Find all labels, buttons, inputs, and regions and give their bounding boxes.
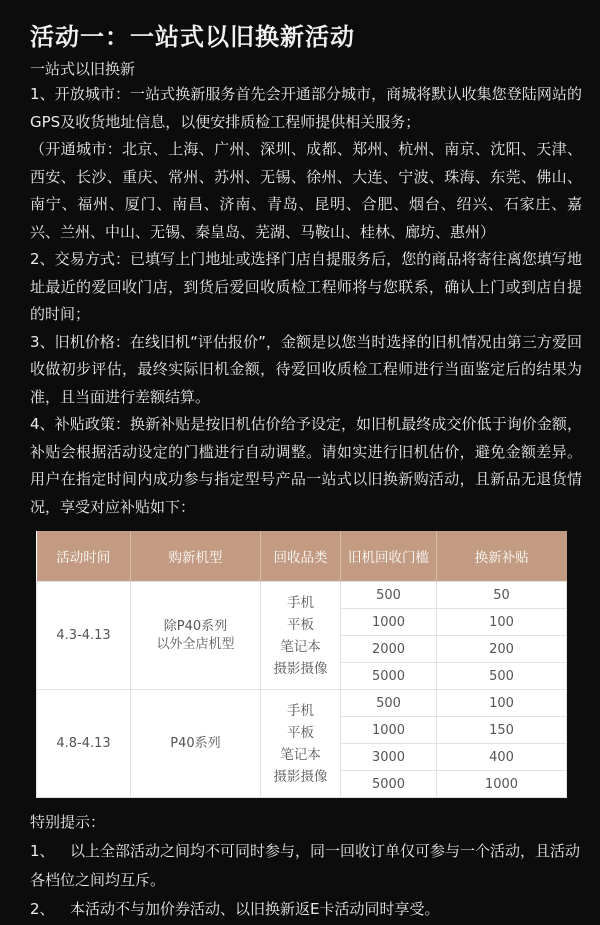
notes-heading: 特别提示： [30, 813, 106, 831]
subsidy-cell: 500 [437, 663, 567, 690]
header-threshold: 旧机回收门槛 [341, 531, 437, 582]
model-cell [131, 690, 261, 798]
period-cell: 4.8-4.13 [37, 690, 131, 798]
threshold-cell: 5000 [341, 771, 437, 798]
subsidy-cell: 150 [437, 717, 567, 744]
note-text: 本活动不与加价券活动、以旧换新返E卡活动同时享受。 [70, 900, 440, 918]
threshold-cell: 500 [341, 582, 437, 609]
header-category: 回收品类 [261, 531, 341, 582]
model-cell [131, 582, 261, 690]
subsidy-table-wrapper [36, 531, 566, 798]
threshold-cell: 5000 [341, 663, 437, 690]
subsidy-cell: 1000 [437, 771, 567, 798]
section-open-cities: 1、开放城市：一站式换新服务首先会开通部分城市，商城将默认收集您登陆网站的GPS及收货地址信息，以便安排质检工程师提供相关服务； [30, 85, 582, 131]
section-subsidy-policy: 4、补贴政策：换新补贴是按旧机估价给予设定，如旧机最终成交价低于询价金额，补贴会根据活动设定的门槛进行自动调整。请如实进行旧机估价，避免金额差异。用户在指定时间内成功参与指定型号产品一站式以旧换新购活动，且新品无退货情况，享受对应补贴如下： [30, 415, 582, 516]
category-cell [261, 582, 341, 690]
section-old-device-price: 3、旧机价格：在线旧机“评估报价”，金额是以您当时选择的旧机情况由第三方爱回收做初步评估，最终实际旧机金额，待爱回收质检工程师进行当面鉴定后的结果为准，且当面进行差额结算。 [30, 332, 582, 406]
category-item: 摄影摄像 [273, 660, 328, 677]
subsidy-cell: 200 [437, 636, 567, 663]
note-text: 以上全部活动之间均不可同时参与，同一回收订单仅可参与一个活动，且活动各档位之间均互斥。 [30, 842, 581, 889]
threshold-cell: 1000 [341, 609, 437, 636]
category-item: 笔记本 [280, 638, 321, 655]
header-new-model: 购新机型 [131, 531, 261, 582]
table-row [37, 582, 567, 609]
note-number: 1、 [30, 842, 55, 860]
category-cell [261, 690, 341, 798]
table-header-row [37, 531, 567, 582]
threshold-cell: 1000 [341, 717, 437, 744]
category-item: 平板 [287, 724, 314, 741]
page-title: 活动一：一站式以旧换新活动 [30, 23, 355, 51]
threshold-cell: 3000 [341, 744, 437, 771]
category-item: 手机 [287, 594, 314, 611]
table-row [37, 690, 567, 717]
note-item [30, 837, 582, 895]
category-item: 平板 [287, 616, 314, 633]
header-period: 活动时间 [37, 531, 131, 582]
page-subtitle: 一站式以旧换新 [30, 60, 136, 78]
model-line: 以外全店机型 [156, 636, 235, 652]
subsidy-cell: 50 [437, 582, 567, 609]
subsidy-table [36, 531, 567, 798]
subsidy-cell: 400 [437, 744, 567, 771]
threshold-cell: 2000 [341, 636, 437, 663]
note-item [30, 895, 582, 924]
category-item: 笔记本 [280, 746, 321, 763]
model-line: 除P40系列 [163, 618, 228, 634]
subsidy-cell: 100 [437, 690, 567, 717]
category-item: 摄影摄像 [273, 768, 328, 785]
section-city-list: （开通城市：北京、上海、广州、深圳、成都、郑州、杭州、南京、沈阳、天津、西安、长沙、重庆、常州、苏州、无锡、徐州、大连、宁波、珠海、东莞、佛山、南宁、福州、厦门、南昌、济南、青岛、昆明、合肥、烟台、绍兴、石家庄、嘉兴、兰州、中山、无锡、秦皇岛、芜湖、马鞍山、桂林、廊坊、惠州） [30, 140, 582, 241]
model-line: P40系列 [170, 735, 221, 751]
section-trade-method: 2、交易方式：已填写上门地址或选择门店自提服务后，您的商品将寄往离您填写地址最近的爱回收门店，到货后爱回收质检工程师将与您联系，确认上门或到店自提的时间； [30, 250, 582, 323]
special-notes [30, 808, 582, 924]
subsidy-cell: 100 [437, 609, 567, 636]
threshold-cell: 500 [341, 690, 437, 717]
category-item: 手机 [287, 702, 314, 719]
header-subsidy: 换新补贴 [437, 531, 567, 582]
period-cell: 4.3-4.13 [37, 582, 131, 690]
note-number: 2、 [30, 900, 55, 918]
